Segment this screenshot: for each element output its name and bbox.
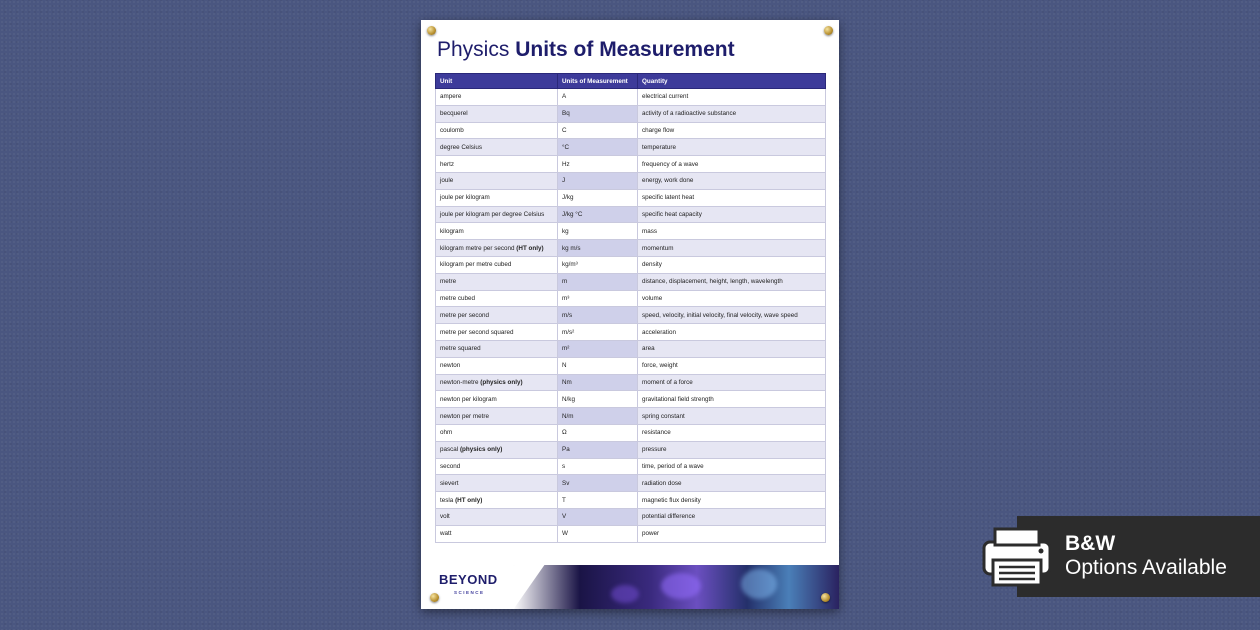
unit-cell [436,89,558,106]
table-body [436,89,826,543]
unit-name: ampere [440,93,462,101]
unit-name: pascal [440,446,459,454]
table-row [436,223,826,240]
table-row [436,240,826,257]
table-row [436,458,826,475]
title-main: Units of Measurement [515,38,735,61]
quantity-cell: specific latent heat [638,189,826,206]
table-row [436,105,826,122]
symbol-cell: N [558,357,638,374]
unit-name: newton per metre [440,412,490,420]
table-row [436,408,826,425]
quantity-cell: charge flow [638,122,826,139]
symbol-cell: Bq [558,105,638,122]
symbol-cell: m [558,273,638,290]
table-row [436,492,826,509]
quantity-cell: spring constant [638,408,826,425]
column-header-symbol: Units of Measurement [558,74,638,89]
unit-name: joule [440,177,454,185]
pin-bottom-left [430,593,439,602]
table-row [436,424,826,441]
quantity-cell: speed, velocity, initial velocity, final velocity, wave speed [638,307,826,324]
symbol-cell: N/m [558,408,638,425]
quantity-cell: moment of a force [638,374,826,391]
unit-name: degree Celsius [440,143,483,151]
table-row [436,89,826,106]
unit-name: joule per kilogram [440,194,490,202]
unit-cell [436,273,558,290]
quantity-cell: density [638,256,826,273]
table-header-row [436,74,826,89]
unit-cell [436,525,558,542]
quantity-cell: gravitational field strength [638,391,826,408]
symbol-cell: Hz [558,156,638,173]
symbol-cell: m² [558,340,638,357]
quantity-cell: area [638,340,826,357]
quantity-cell: distance, displacement, height, length, wavelength [638,273,826,290]
beyond-logo: BEYOND [439,572,498,587]
quantity-cell: potential difference [638,508,826,525]
unit-cell [436,156,558,173]
pin-bottom-right [821,593,830,602]
unit-name: metre per second [440,311,490,319]
footer-glow [741,569,777,599]
unit-cell [436,492,558,509]
quantity-cell: pressure [638,441,826,458]
column-header-unit: Unit [436,74,558,89]
table-row [436,256,826,273]
unit-name: second [440,462,461,470]
unit-name: tesla [440,496,454,504]
symbol-cell: m³ [558,290,638,307]
symbol-cell: C [558,122,638,139]
pin-top-right [824,26,833,35]
symbol-cell: kg [558,223,638,240]
table-row [436,206,826,223]
unit-note: (physics only) [480,378,523,386]
unit-note: (physics only) [459,446,503,454]
symbol-cell: Pa [558,441,638,458]
symbol-cell: Nm [558,374,638,391]
unit-cell [436,139,558,156]
quantity-cell: electrical current [638,89,826,106]
table-row [436,172,826,189]
symbol-cell: W [558,525,638,542]
table-row [436,139,826,156]
quantity-cell: energy, work done [638,172,826,189]
unit-name: metre cubed [440,294,476,302]
unit-name: becquerel [440,110,468,118]
symbol-cell: Ω [558,424,638,441]
unit-cell [436,105,558,122]
poster-title [437,38,735,62]
unit-cell [436,408,558,425]
table-row [436,357,826,374]
beyond-logo-subtext: SCIENCE [454,590,485,595]
symbol-cell: J/kg [558,189,638,206]
unit-name: metre [440,278,457,286]
unit-cell [436,256,558,273]
symbol-cell: V [558,508,638,525]
symbol-cell: N/kg [558,391,638,408]
unit-name: joule per kilogram per degree Celsius [440,210,545,218]
pin-top-left [427,26,436,35]
unit-cell [436,122,558,139]
unit-cell [436,357,558,374]
symbol-cell: m/s [558,307,638,324]
unit-cell [436,475,558,492]
unit-name: volt [440,513,450,521]
unit-cell [436,189,558,206]
unit-cell [436,240,558,257]
table-row [436,290,826,307]
symbol-cell: kg/m³ [558,256,638,273]
unit-name: newton-metre [440,378,479,386]
unit-name: kilogram metre per second [440,244,515,252]
quantity-cell: temperature [638,139,826,156]
quantity-cell: force, weight [638,357,826,374]
quantity-cell: radiation dose [638,475,826,492]
table-row [436,273,826,290]
unit-cell [436,324,558,341]
quantity-cell: activity of a radioactive substance [638,105,826,122]
unit-cell [436,290,558,307]
table-row [436,508,826,525]
table-row [436,156,826,173]
table-row [436,475,826,492]
quantity-cell: power [638,525,826,542]
quantity-cell: frequency of a wave [638,156,826,173]
table-row [436,189,826,206]
table-row [436,122,826,139]
table-row [436,307,826,324]
table-row [436,441,826,458]
unit-cell [436,223,558,240]
unit-name: coulomb [440,126,464,134]
unit-name: kilogram per metre cubed [440,261,512,269]
unit-cell [436,441,558,458]
quantity-cell: magnetic flux density [638,492,826,509]
table-row [436,324,826,341]
symbol-cell: A [558,89,638,106]
unit-cell [436,172,558,189]
printer-icon [981,526,1053,588]
symbol-cell: s [558,458,638,475]
symbol-cell: m/s² [558,324,638,341]
table-row [436,391,826,408]
unit-cell [436,458,558,475]
unit-cell [436,424,558,441]
unit-cell [436,340,558,357]
symbol-cell: J/kg °C [558,206,638,223]
quantity-cell: momentum [638,240,826,257]
symbol-cell: J [558,172,638,189]
quantity-cell: resistance [638,424,826,441]
table-row [436,340,826,357]
quantity-cell: specific heat capacity [638,206,826,223]
unit-name: sievert [440,479,459,487]
unit-cell [436,307,558,324]
quantity-cell: acceleration [638,324,826,341]
unit-cell [436,206,558,223]
unit-name: metre squared [440,345,481,353]
badge-title: B&W [1065,532,1116,555]
badge-subtitle: Options Available [1065,556,1227,579]
table-row [436,525,826,542]
bw-options-badge [1017,516,1260,597]
table-row [436,374,826,391]
unit-name: hertz [440,160,454,168]
unit-name: ohm [440,429,453,437]
quantity-cell: volume [638,290,826,307]
symbol-cell: kg m/s [558,240,638,257]
footer-glow [661,573,701,599]
quantity-cell: time, period of a wave [638,458,826,475]
symbol-cell: T [558,492,638,509]
units-table [435,73,826,543]
unit-cell [436,374,558,391]
unit-note: (HT only) [455,496,483,504]
unit-name: newton [440,362,461,370]
unit-cell [436,391,558,408]
unit-name: watt [440,530,452,538]
quantity-cell: mass [638,223,826,240]
unit-cell [436,508,558,525]
unit-name: metre per second squared [440,328,514,336]
symbol-cell: Sv [558,475,638,492]
symbol-cell: °C [558,139,638,156]
footer-glow [611,585,639,603]
unit-name: kilogram [440,227,464,235]
title-prefix: Physics [437,38,510,61]
column-header-quantity: Quantity [638,74,826,89]
unit-note: (HT only) [516,244,544,252]
unit-name: newton per kilogram [440,395,497,403]
poster [421,20,839,609]
